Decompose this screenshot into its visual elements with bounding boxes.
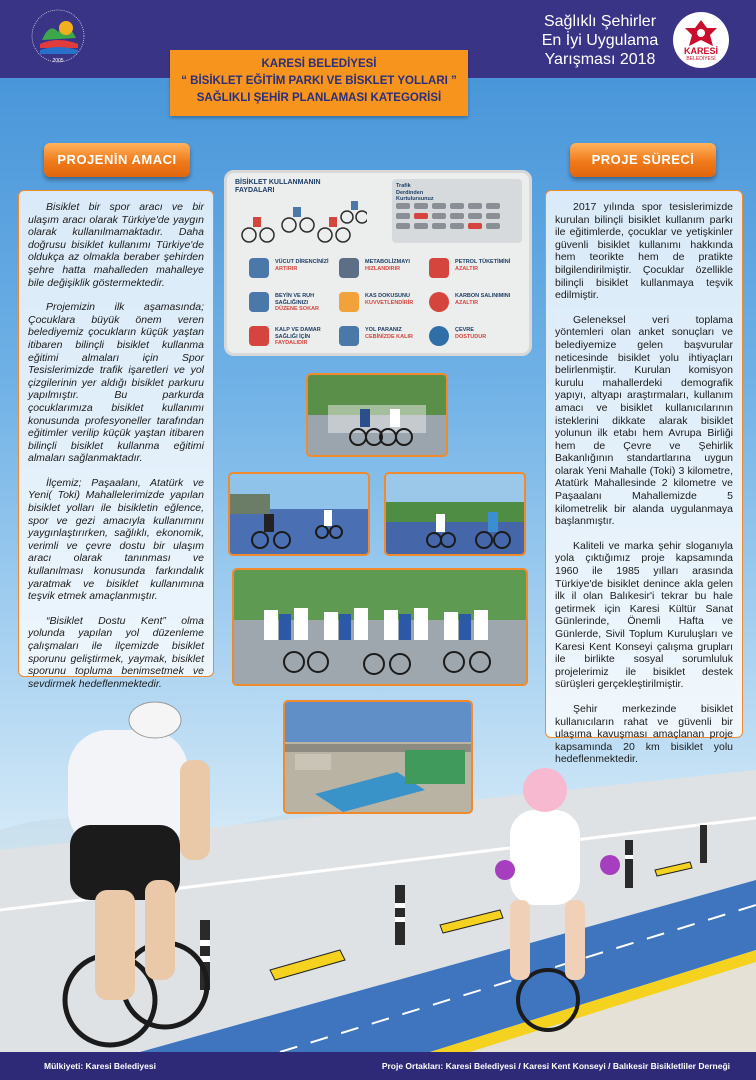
benefit-sub: FAYDALIDIR — [275, 340, 308, 346]
purpose-paragraph: “Bisiklet Dostu Kent” olma yolunda yapılan yol düzenleme çalışmaları ile ilçemizde bisiklet sporunu geliştirmek, yaymak, bisiklet sporunu topluma benimsetmek ve sevdirmek hedeflenmektedir. — [28, 614, 204, 690]
fuel-icon — [429, 258, 449, 278]
cyclists-illustration — [237, 195, 367, 245]
process-paragraph: 2017 yılında spor tesislerimizde kurulan bilinçli bisiklet kullanım parkı ile eğitimlerde, çocuklar ve yetişkinler güvenli bisiklet kullanımı hakkında hem teorikte hem de pratikte bilgilendirilmiştir. Çocuklar özellikle bilinçli bisiklet kullanmaya teşvik edilmiştir. — [555, 201, 733, 302]
benefit-sub: CEBİNİZDE KALIR — [365, 333, 413, 340]
benefit-sub: ARTIRIR — [275, 265, 298, 272]
benefit-item — [339, 325, 429, 347]
title-line-3: SAĞLIKLI ŞEHİR PLANLAMASI KATEGORİSİ — [196, 92, 442, 104]
co2-icon — [429, 292, 449, 312]
infographic-title: BİSİKLET KULLANMANIN FAYDALARI — [235, 179, 321, 194]
logo-word: KARESİ — [683, 46, 718, 56]
project-title-box — [170, 50, 468, 116]
benefit-item — [429, 257, 519, 279]
benefit-sub: AZALTIR — [455, 265, 479, 272]
benefit-item — [429, 291, 519, 313]
process-paragraph: Kaliteli ve marka şehir sloganıyla yola çıktığımız proje kapsamında 1960 ile 1985 yılları arasında Türkiye'de bisiklet denince akla gelen ilk il olan Balıkesir'i tekrar bu hale getirmek için Karesi Kültür Sanat Günlerinde, Önemli Hafta ve Günlerde, Sivil Toplum Kuruluşları ve Karesi Kent Konseyi çalışma grupları ile birlikte sosyal sorumluluk projelerimiz ile bisiklet destek sürüşleri gerçekleştirilmiştir. — [555, 539, 733, 691]
logo-subword: BELEDİYESİ — [686, 56, 716, 62]
benefit-sub: HIZLANDIRIR — [365, 265, 401, 272]
scale-icon — [339, 258, 359, 278]
title-line-2: “ BİSİKLET EĞİTİM PARKI VE BİSKLET YOLLARI ” — [181, 75, 457, 87]
benefit-item — [339, 257, 429, 279]
globe-icon — [429, 326, 449, 346]
photo-bike-lane-riders — [228, 472, 370, 556]
photo-aerial-sports-facility — [283, 700, 473, 814]
benefit-sub: DOSTUDUR — [455, 333, 487, 340]
left-logo-year: 2005 — [52, 58, 64, 64]
karesi-emblem-icon — [683, 18, 719, 48]
process-paragraph: Geleneksel veri toplama yöntemleri olan anket sonuçları ve belediyemize gelen başvurular neticesinde bisiklet yolu ihtiyaçları belirlenmiştir. Kurulan komisyon kurulu mahallerdeki demografik yapıyı, altyapı araştırmaları, kullanım amacı ve bisiklet kullanıcılarının isteklerini dikkate alarak bisiklet yolunun ilk etabı hem Avrupa Birliği hem de Çevre ve Şehirlik Bakanlığının standartlarına uygun olarak Yeni Mahalle (Toki) 3 kilometre, Atatürk Mahallesinde 2 kilometre ve Paşaalanı Mahallemizde 5 kilometrelik bir alanda uygulanmaya başlanmıştır. — [555, 313, 733, 528]
karesi-municipality-logo — [673, 12, 729, 68]
benefit-label: KALP VE DAMAR SAĞLIĞI İÇİN — [275, 327, 321, 340]
photo-children-on-bikes — [384, 472, 526, 556]
heart-icon — [249, 326, 269, 346]
purpose-paragraph: Bisiklet bir spor aracı ve bir ulaşım aracı olarak Türkiye'de yaygın olarak kullanılmamaktadır. Daha doğrusu bisiklet kullanımı Türkiye'de oldukça az olmakla beraber şehirden şehre hatta mahalleden mahalleye bile değişiklik göstermektedir. — [28, 201, 204, 289]
benefit-item — [249, 325, 339, 347]
contest-title-line-2: En İyi Uygulama — [541, 32, 659, 49]
photo-cycling-training — [306, 373, 448, 457]
traffic-panel — [392, 179, 522, 243]
cycling-benefits-infographic — [224, 170, 532, 356]
benefit-sub: KUVVETLENDİRİR — [365, 299, 414, 306]
lungs-icon — [249, 258, 269, 278]
title-line-1: KARESİ BELEDİYESİ — [261, 58, 377, 70]
benefit-label: KAS DOKUSUNU — [365, 293, 410, 299]
panel-project-process — [545, 190, 743, 766]
contest-title-line-1: Sağlıklı Şehirler — [543, 13, 657, 30]
muscle-icon — [339, 292, 359, 312]
traffic-text: Trafik Derdinden Kurtulursunuz — [396, 183, 434, 202]
contest-title — [520, 12, 680, 69]
benefit-item — [339, 291, 429, 313]
benefit-sub: DÜZENE SOKAR — [275, 306, 320, 312]
benefit-label: KARBON SALINIMINI — [455, 293, 511, 299]
footer-bar — [0, 1052, 756, 1080]
panel-project-purpose — [18, 190, 214, 690]
brain-icon — [249, 292, 269, 312]
benefit-item — [429, 325, 519, 347]
benefit-label: ÇEVRE — [455, 327, 474, 333]
tag-project-process: PROJE SÜRECİ — [570, 143, 716, 177]
purpose-paragraph: İlçemiz; Paşaalanı, Atatürk ve Yeni( Toki) Mahallelerimizde yapılan bisiklet yolları ile bisikletin eğlence, spor ve gezi amacıyla kullanımını yaygınlaştırırken, sağlıklı, ekonomik, verimli ve çevre dostu bir ulaşım aracı olarak tanınması ve kullanılması konusunda farkındalık yaratmak ve bisiklet kullanımına teşvik etmek amaçlanmıştır. — [28, 476, 204, 603]
benefit-label: PETROL TÜKETİMİNİ — [455, 259, 511, 265]
footer-partners: Proje Ortakları: Karesi Belediyesi / Karesi Kent Konseyi / Balıkesir Bisikletliler Derneği — [381, 1061, 730, 1071]
cars-illustration — [396, 203, 518, 239]
benefit-sub: AZALTIR — [455, 299, 479, 306]
purpose-paragraph: Projemizin ilk aşamasında; Çocuklara büyük önem veren belediyemiz çocukların küçük yaştan itibaren bilinçli bisiklet kullanma eğitimi almaları için Spor Tesislerimizde trafik işaretleri ve yol çizgilerinin yer aldığı bisiklet parkuru yapılmıştır. Bu parkurda çocuklarımıza bisiklet kullanımı konusunda profesyoneller tarafından eğitimler verilip küçük yaştan itibaren bilinçli bisiklet kullanma eğitimi almaları sağlanmaktadır. — [28, 301, 204, 465]
benefit-item — [249, 291, 339, 313]
footer-owner: Mülkiyeti: Karesi Belediyesi — [44, 1061, 156, 1071]
process-paragraph: Şehir merkezinde bisiklet kullanıcıların rahat ve güvenli bir ulaşıma kavuşması amaçlanan proje kapsamında 20 km bisiklet yolu hedeflenmektedir. — [555, 702, 733, 766]
benefit-item — [249, 257, 339, 279]
benefit-label: METABOLİZMAYI — [365, 259, 410, 265]
contest-title-line-3: Yarışması 2018 — [544, 51, 656, 68]
benefit-label: VÜCUT DİRENCİNİZİ — [275, 259, 329, 265]
photo-group-event — [232, 568, 528, 686]
benefit-label: YOL PARANIZ — [365, 327, 402, 333]
benefit-label: BEYİN VE RUH SAĞLIĞINIZI — [275, 293, 315, 306]
tag-project-purpose: PROJENİN AMACI — [44, 143, 190, 177]
money-icon — [339, 326, 359, 346]
